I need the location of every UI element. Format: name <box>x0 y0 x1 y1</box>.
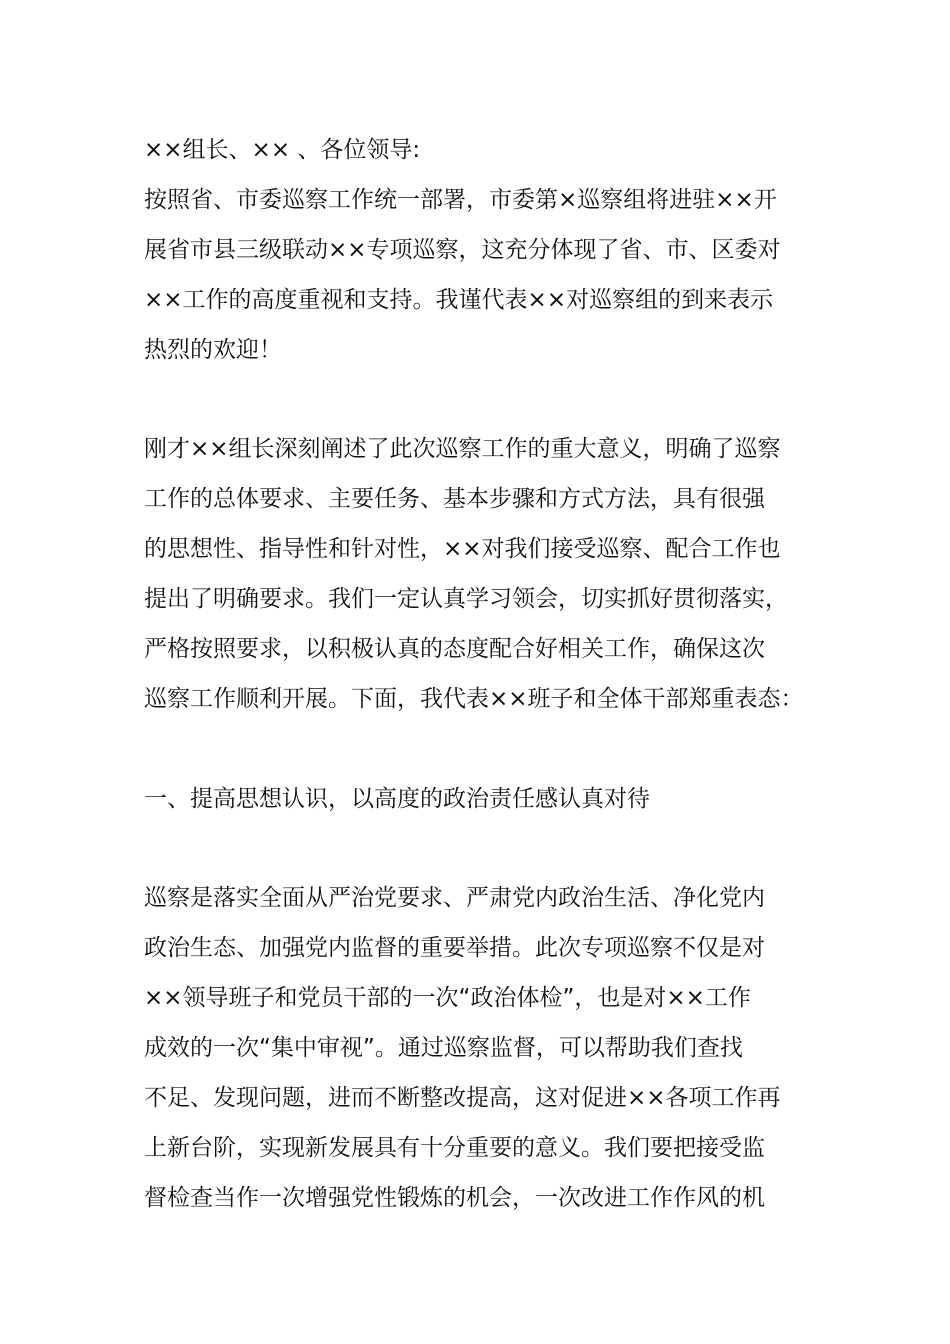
paragraph-3-line-5: 不足、发现问题，进而不断整改提高，这对促进××各项工作再 <box>144 1085 781 1111</box>
paragraph-3-line-7: 督检查当作一次增强党性锻炼的机会，一次改进工作作风的机 <box>144 1185 765 1211</box>
paragraph-1-line-2: 展省市县三级联动××专项巡察，这充分体现了省、市、区委对 <box>144 237 781 263</box>
paragraph-1-line-4: 热烈的欢迎！ <box>144 337 282 363</box>
paragraph-3-line-2: 政治生态、加强党内监督的重要举措。此次专项巡察不仅是对 <box>144 935 765 961</box>
paragraph-3-line-4: 成效的一次“集中审视”。通过巡察监督，可以帮助我们查找 <box>144 1035 743 1061</box>
paragraph-3-line-1: 巡察是落实全面从严治党要求、严肃党内政治生活、净化党内 <box>144 885 765 911</box>
paragraph-2-line-3: 的思想性、指导性和针对性，××对我们接受巡察、配合工作也 <box>144 536 781 562</box>
paragraph-2-line-6: 巡察工作顺利开展。下面，我代表××班子和全体干部郑重表态： <box>144 686 804 712</box>
paragraph-2-line-4: 提出了明确要求。我们一定认真学习领会，切实抓好贯彻落实， <box>144 586 788 612</box>
paragraph-2-line-5: 严格按照要求，以积极认真的态度配合好相关工作，确保这次 <box>144 636 765 662</box>
paragraph-2-line-1: 刚才××组长深刻阐述了此次巡察工作的重大意义，明确了巡察 <box>144 436 781 462</box>
section-heading-1: 一、提高思想认识，以高度的政治责任感认真对待 <box>144 786 650 812</box>
paragraph-1-line-1: 按照省、市委巡察工作统一部署，市委第×巡察组将进驻××开 <box>144 187 777 213</box>
paragraph-1-line-3: ××工作的高度重视和支持。我谨代表××对巡察组的到来表示 <box>144 287 774 313</box>
paragraph-3-line-3: ××领导班子和党员干部的一次“政治体检”，也是对××工作 <box>144 985 751 1011</box>
paragraph-3-line-6: 上新台阶，实现新发展具有十分重要的意义。我们要把接受监 <box>144 1135 765 1161</box>
salutation-line: ××组长、×× 、各位领导: <box>144 137 421 163</box>
paragraph-2-line-2: 工作的总体要求、主要任务、基本步骤和方式方法，具有很强 <box>144 486 765 512</box>
